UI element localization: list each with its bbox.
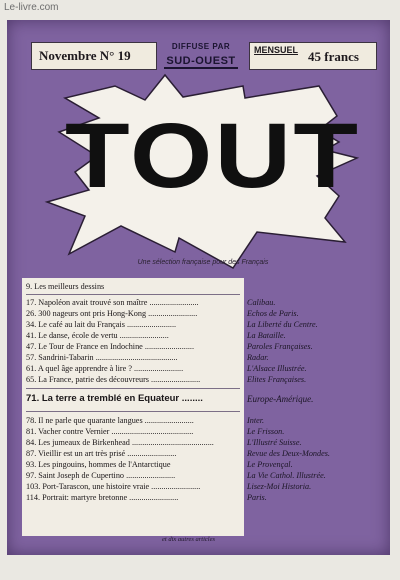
toc-source: Echos de Paris. <box>247 309 299 318</box>
toc-row <box>22 331 384 341</box>
magazine-title: TOUT <box>65 105 361 207</box>
toc-entry: 81. Vacher contre Vernier ........................................ <box>26 427 194 436</box>
toc-divider <box>26 294 240 295</box>
toc-entry: 84. Les jumeaux de Birkenhead ........................................ <box>26 438 214 447</box>
toc-source: Paroles Françaises. <box>247 342 313 351</box>
watermark: Le-livre.com <box>4 2 59 13</box>
toc-row <box>22 493 384 503</box>
frequency-label: MENSUEL <box>254 45 299 55</box>
footer-note: et dix autres articles <box>162 536 216 543</box>
toc-entry: 57. Sandrini-Tabarin ........................................ <box>26 353 178 362</box>
toc-entry: 47. Le Tour de France en Indochine ........................ <box>26 342 194 351</box>
toc-entry: 78. Il ne parle que quarante langues ........................ <box>26 416 194 425</box>
toc-source: Le Provençal. <box>247 460 293 469</box>
toc-source: Revue des Deux-Mondes. <box>247 449 330 458</box>
toc-entry: 71. La terre a tremblé en Equateur ........ <box>26 394 203 404</box>
distributor-label: DIFFUSE PAR <box>171 42 231 51</box>
toc-entry: 97. Saint Joseph de Cupertino ........................ <box>26 471 176 480</box>
toc-entry: 61. A quel âge apprendre à lire ? ........................ <box>26 364 184 373</box>
toc-entry: 114. Portrait: martyre bretonne ........................ <box>26 493 179 502</box>
distributor-name: SUD-OUEST <box>166 55 236 67</box>
magazine-cover <box>7 20 390 555</box>
tagline: Une sélection française pour des Français <box>137 259 269 266</box>
toc-divider <box>26 411 240 412</box>
toc-entry: 26. 300 nageurs ont pris Hong-Kong ........................ <box>26 309 198 318</box>
toc-row <box>22 460 384 470</box>
toc-source: Europe-Amérique. <box>247 394 314 404</box>
table-of-contents <box>22 278 384 536</box>
toc-source: La Bataille. <box>247 331 286 340</box>
toc-source: L'Illustré Suisse. <box>247 438 302 447</box>
toc-source: Calibau. <box>247 298 276 307</box>
toc-row-highlight <box>22 394 384 404</box>
toc-entry: 87. Vieillir est un art très prisé ........................ <box>26 449 177 458</box>
toc-source: Inter. <box>247 416 265 425</box>
toc-entry: 17. Napoléon avait trouvé son maître ........................ <box>26 298 199 307</box>
toc-row <box>22 449 384 459</box>
toc-row <box>22 427 384 437</box>
toc-row <box>22 320 384 330</box>
toc-row <box>22 364 384 374</box>
toc-divider <box>26 388 240 389</box>
toc-row <box>22 342 384 352</box>
toc-row <box>22 482 384 492</box>
toc-entry: 65. La France, patrie des découvreurs ........................ <box>26 375 201 384</box>
toc-source: Elites Françaises. <box>247 375 307 384</box>
toc-row <box>22 353 384 363</box>
toc-entry: 9. Les meilleurs dessins <box>26 282 105 291</box>
toc-source: La Vie Cathol. Illustrée. <box>247 471 326 480</box>
toc-source: L'Alsace Illustrée. <box>247 364 307 373</box>
toc-entry: 103. Port-Tarascon, une histoire vraie ........................ <box>26 482 201 491</box>
toc-row <box>22 438 384 448</box>
toc-source: Le Frisson. <box>247 427 285 436</box>
toc-row <box>22 298 384 308</box>
toc-entry: 41. Le danse, école de vertu ........................ <box>26 331 169 340</box>
toc-source: Lisez-Moi Historia. <box>247 482 312 491</box>
toc-row <box>22 375 384 385</box>
toc-source: La Liberté du Centre. <box>247 320 318 329</box>
toc-row <box>22 282 384 292</box>
toc-row <box>22 309 384 319</box>
toc-entry: 34. Le café au lait du Français ........................ <box>26 320 177 329</box>
toc-source: Radar. <box>247 353 269 362</box>
issue-number: Novembre N° 19 <box>39 48 131 63</box>
toc-entry: 93. Les pingouins, hommes de l'Antarctique <box>26 460 171 469</box>
toc-source: Paris. <box>247 493 267 502</box>
price: 45 francs <box>308 49 359 64</box>
toc-row <box>22 416 384 426</box>
toc-row <box>22 471 384 481</box>
